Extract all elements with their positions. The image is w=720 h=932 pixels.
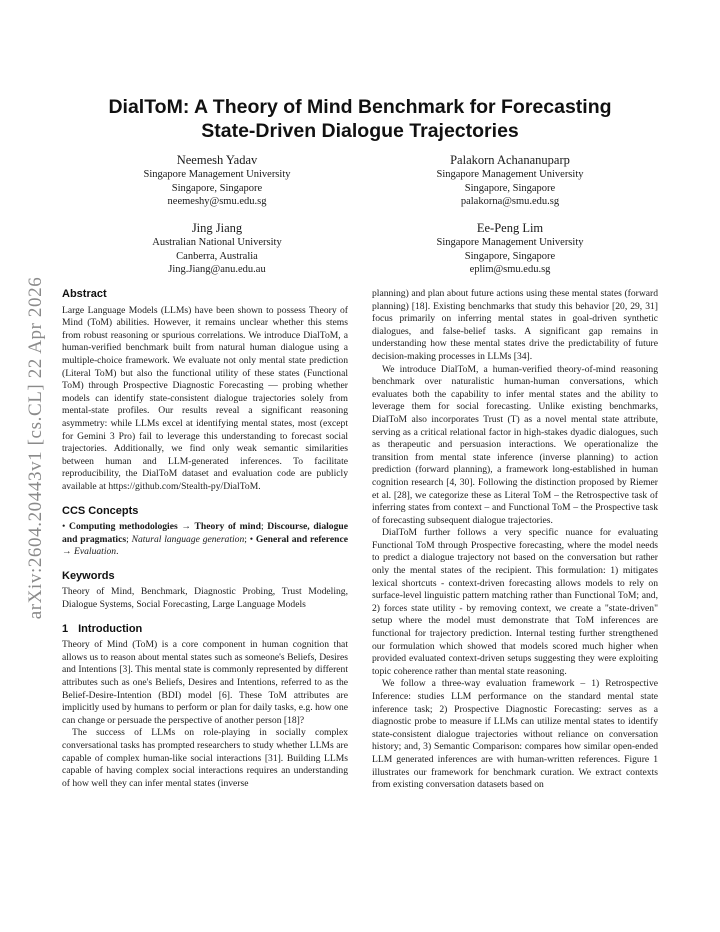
title-line-2: State-Driven Dialogue Trajectories — [201, 120, 519, 142]
author-name: Palakorn Achananuparp — [450, 153, 570, 167]
author-location: Singapore, Singapore — [171, 182, 263, 194]
ccs-bullet: • — [249, 533, 256, 545]
abstract-text: Large Language Models (LLMs) have been shown to possess Theory of Mind (ToM) abilities. However, it remains unclear whether this stems from robust reasoning or spurious correlations. We introduce DialToM, a human-verified benchmark built from natural human dialogue using a multiple-choice framework. We evaluate not only mental state prediction (Literal ToM) but also the functional utility of these states (Functional ToM) through Prospective Diagnostic Forecasting — probing whether models can identify state-consistent dialogue trajectories solely from mental-state profiles. Our results reveal a significant reasoning asymmetry: while LLMs excel at identifying mental states, most (except for Gemini 3 Pro) fail to leverage this understanding to forecast social trajectories. Additionally, we find only weak semantic similarities between human and LLM-generated inferences. To facilitate reproducibility, the DialToM dataset and evaluation code are publicly available at https://github.com/Stealth-py/DialToM. — [62, 304, 348, 492]
author-affiliation: Singapore Management University — [436, 237, 584, 248]
author-affiliation: Singapore Management University — [143, 169, 291, 180]
author-email: neemeshy@smu.edu.sg — [167, 196, 267, 207]
keywords-section — [62, 570, 348, 612]
introduction-heading — [62, 623, 348, 636]
keywords-text: Theory of Mind, Benchmark, Diagnostic Probing, Trust Modeling, Dialogue Systems, Social Forecasting, Large Language Models — [62, 586, 348, 611]
author-2 — [380, 152, 640, 209]
ccs-concept-3: Natural language generation — [131, 533, 245, 545]
left-column — [62, 288, 348, 790]
ccs-concepts — [62, 521, 348, 559]
paper-title — [60, 95, 660, 143]
introduction-section — [62, 623, 348, 791]
intro-paragraph-1: Theory of Mind (ToM) is a core component in human cognition that allows us to reason about mental states such as someone's Beliefs, Desires and Intentions [3]. This mental state is commonly represented by different attributes such as one's Beliefs, Desires and Intentions, referred to as the Belief-Desire-Intention (BDI) model [6]. These ToM attributes are implicitly used by humans to perform or plan for daily tasks, e.g. how one can change or persuade the perspective of another person [18]? — [62, 639, 348, 726]
abstract-section — [62, 288, 348, 494]
author-name: Jing Jiang — [191, 221, 243, 235]
title-line-1: DialToM: A Theory of Mind Benchmark for Forecasting — [108, 96, 612, 118]
author-name: Neemesh Yadav — [176, 153, 258, 167]
ccs-separator: ; — [126, 533, 132, 545]
author-affiliation: Australian National University — [152, 237, 282, 248]
ccs-bullet: • — [62, 521, 70, 533]
section-number: 1 — [62, 622, 69, 635]
ccs-heading: CCS Concepts — [62, 504, 139, 517]
ccs-concept-5: Evaluation — [74, 546, 117, 558]
abstract-heading: Abstract — [62, 288, 107, 300]
author-4 — [380, 220, 640, 277]
author-email: eplim@smu.edu.sg — [469, 264, 551, 275]
keywords-heading: Keywords — [62, 569, 115, 582]
ccs-concept-2: Discourse, dialogue and pragmatics — [62, 521, 348, 545]
author-affiliation: Singapore Management University — [436, 169, 584, 180]
ccs-separator: ; — [260, 521, 268, 533]
author-3 — [87, 220, 347, 277]
ccs-arrow: → — [62, 546, 74, 558]
author-1 — [87, 152, 347, 209]
ccs-concept-1: Computing methodologies → Theory of mind — [69, 521, 261, 533]
author-name: Ee-Peng Lim — [476, 221, 544, 235]
arxiv-side-identifier — [22, 258, 50, 638]
arxiv-id-text: arXiv:2604.20443v1 [cs.CL] 22 Apr 2026 — [25, 276, 46, 620]
ccs-section — [62, 505, 348, 559]
author-location: Singapore, Singapore — [464, 182, 556, 194]
right-paragraph-1: planning) and plan about future actions using these mental states (forward planning) [18]. Existing benchmarks that study this behavior [20, 29, 31] focus primarily on inferring mental states in goal-driven synthetic dialogues, and false-belief tasks. A significant gap remains in understanding how these mental states drive the predictability of future decision-making processes in LLMs [34]. — [372, 288, 658, 362]
ccs-separator: ; — [244, 533, 250, 545]
ccs-concept-4: General and reference — [255, 533, 348, 545]
intro-paragraph-2: The success of LLMs on role-playing in socially complex conversational tasks has prompted researchers to study whether LLMs are capable of complex human-like social interactions [31]. Building LLMs capable of having complex social interactions requires an understanding of how well they can infer mental states (inverse — [62, 727, 348, 789]
section-title: Introduction — [78, 622, 143, 635]
ccs-end: . — [116, 546, 119, 558]
right-paragraph-4: We follow a three-way evaluation framework – 1) Retrospective Inference: studies LLM performance on the standard mental state inference task; 2) Prospective Diagnostic Forecasting: serves as a diagnostic probe to measure if LLMs can utilize mental states to identify state-consistent dialogue trajectories without reliance on conversation history; and, 3) Semantic Comparison: compares how similar open-ended LLM generated inferences are with human-written references. Figure 1 illustrates our framework for benchmark curation. We extract contexts from existing conversation datasets based on — [372, 678, 658, 791]
right-paragraph-2: We introduce DialToM, a human-verified theory-of-mind reasoning benchmark over naturalistic human-human conversations, which evaluates both the capability to infer mental states and the ability to leverage them for social forecasting. Unlike existing benchmarks, DialToM also incorporates Trust (T) as a novel mental state attribute, serving as a critical relational factor in high-stakes dyadic dialogues, such as therapeutic and persuasion interactions. We operationalize the transition from mental state inference (inverse planning) to action prediction (forward planning), a framework long-established in human cognition research [4, 30]. Following the distinction proposed by Riemer et al. [28], we categorize these as Literal ToM – the Retrospective task of inferring states from context – and Functional ToM – the Prospective task of forecasting subsequent dialogue trajectories. — [372, 363, 658, 526]
right-column — [372, 288, 658, 792]
author-email: palakorna@smu.edu.sg — [460, 196, 560, 207]
author-location: Singapore, Singapore — [464, 250, 556, 262]
right-paragraph-3: DialToM further follows a very specific nuance for evaluating Functional ToM through Prospective forecasting, where the model needs to predict a dialogue trajectory not based on the conversation but rather only the mental states of the recipient. This formulation: 1) mitigates lexical shortcuts - context-driven forecasting allows models to rely on surface-level linguistic pattern matching rather than Functional ToM; and, 2) forces state utility - by removing context, we create a "state-driven" setup where the model must demonstrate that ToM inferences are functional for trajectory prediction. Internal testing further strengthened our formulation which showed that models scored much higher when provided evaluated context-driven setups suggesting they were exploiting topic coherence rather than mental state reasoning. — [372, 527, 658, 677]
author-email: Jing.Jiang@anu.edu.au — [168, 264, 266, 275]
author-location: Canberra, Australia — [176, 250, 258, 262]
